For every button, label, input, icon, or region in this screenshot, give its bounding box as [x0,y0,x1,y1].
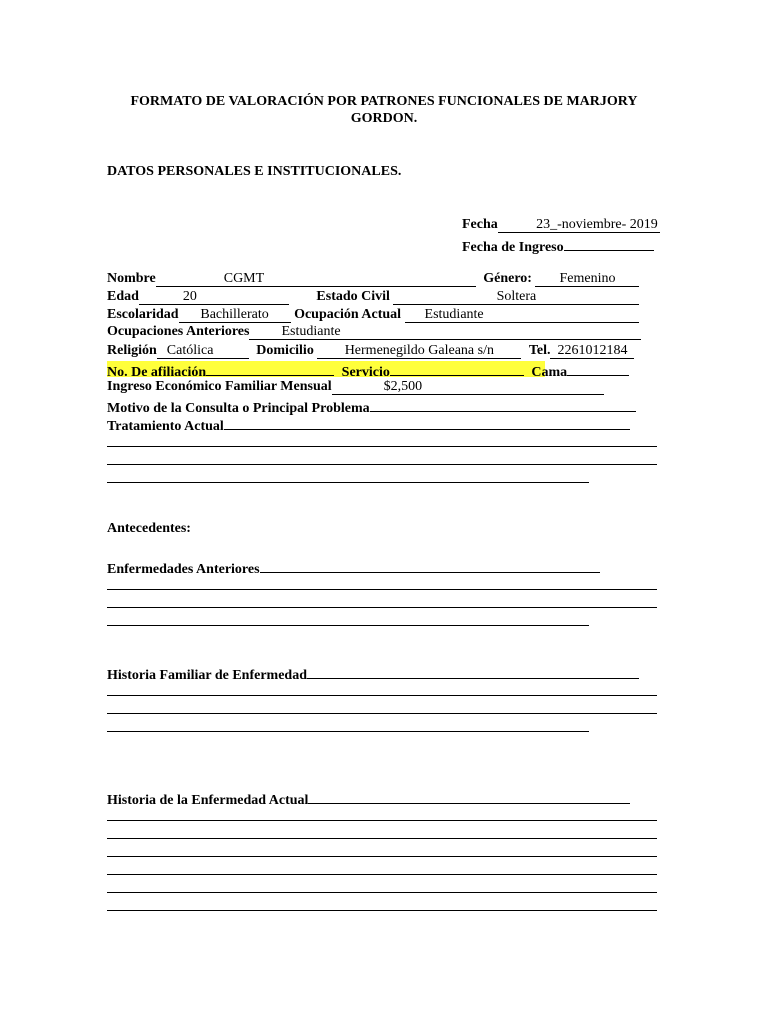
fecha-ingreso-label: Fecha de Ingreso [462,240,564,255]
ocupaciones-anteriores-label: Ocupaciones Anteriores [107,324,250,339]
historia-familiar-label: Historia Familiar de Enfermedad [107,668,307,683]
edad-field[interactable]: 20 [139,289,289,305]
historia-actual-line[interactable] [107,910,657,911]
domicilio-label: Domicilio [256,343,314,358]
estado-civil-label: Estado Civil [316,289,390,304]
ocupacion-field[interactable]: Estudiante [405,307,639,323]
historia-actual-row [107,788,630,810]
historia-familiar-line[interactable] [107,713,657,714]
afiliacion-label: No. De afiliación [107,365,207,380]
servicio-label: Servicio [341,365,390,380]
enfermedades-row [107,557,600,579]
enfermedades-field[interactable] [260,557,600,573]
fecha-ingreso-row [462,235,654,257]
afiliacion-field[interactable] [206,360,334,376]
ingreso-field[interactable]: $2,500 [332,379,604,395]
tel-label: Tel. [528,343,551,358]
tratamiento-line[interactable] [107,464,657,465]
historia-actual-line[interactable] [107,838,657,839]
servicio-field[interactable] [390,360,524,376]
escolaridad-row [107,306,639,324]
historia-familiar-line[interactable] [107,695,657,696]
religion-field[interactable]: Católica [157,343,249,359]
historia-actual-line[interactable] [107,820,657,821]
nombre-field[interactable]: CGMT [156,271,476,287]
nombre-label: Nombre [107,271,156,286]
historia-familiar-row [107,663,639,685]
religion-row [107,342,634,360]
escolaridad-label: Escolaridad [107,307,179,322]
tratamiento-line[interactable] [107,482,589,483]
enfermedades-line[interactable] [107,625,589,626]
ingreso-label: Ingreso Económico Familiar Mensual [107,379,332,394]
ocupacion-label: Ocupación Actual [294,307,402,322]
religion-label: Religión [107,343,157,358]
fecha-field[interactable]: 23_-noviembre- 2019 [498,217,660,233]
edad-row [107,288,639,306]
enfermedades-line[interactable] [107,589,657,590]
ocupaciones-anteriores-field[interactable]: Estudiante [249,324,641,340]
historia-familiar-field[interactable] [307,663,639,679]
section-title: DATOS PERSONALES E INSTITUCIONALES. [107,164,402,179]
motivo-label: Motivo de la Consulta o Principal Problema [107,401,370,416]
antecedentes-heading: Antecedentes: [107,521,191,536]
ingreso-row [107,378,604,396]
tratamiento-row [107,414,630,436]
enfermedades-line[interactable] [107,607,657,608]
cama-field[interactable] [567,360,629,376]
ocupaciones-anteriores-row [107,323,641,341]
enfermedades-label: Enfermedades Anteriores [107,562,260,577]
historia-actual-line[interactable] [107,856,657,857]
fecha-row [462,216,660,234]
historia-actual-label: Historia de la Enfermedad Actual [107,793,309,808]
historia-actual-line[interactable] [107,874,657,875]
form-title: FORMATO DE VALORACIÓN POR PATRONES FUNCIONALES DE MARJORY GORDON. [130,94,638,126]
fecha-label: Fecha [462,217,498,232]
historia-familiar-line[interactable] [107,731,589,732]
historia-actual-line[interactable] [107,892,657,893]
tel-field[interactable]: 2261012184 [550,343,634,359]
domicilio-field[interactable]: Hermenegildo Galeana s/n [317,343,521,359]
edad-label: Edad [107,289,139,304]
escolaridad-field[interactable]: Bachillerato [179,307,291,323]
tratamiento-field[interactable] [224,414,630,430]
motivo-field[interactable] [370,396,636,412]
historia-actual-field[interactable] [308,788,630,804]
tratamiento-label: Tratamiento Actual [107,419,224,434]
estado-civil-field[interactable]: Soltera [393,289,639,305]
nombre-row [107,270,639,288]
genero-label: Género: [483,271,532,286]
tratamiento-line[interactable] [107,446,657,447]
genero-field[interactable]: Femenino [535,271,639,287]
cama-label: Cama [531,365,568,380]
fecha-ingreso-field[interactable] [564,235,654,251]
